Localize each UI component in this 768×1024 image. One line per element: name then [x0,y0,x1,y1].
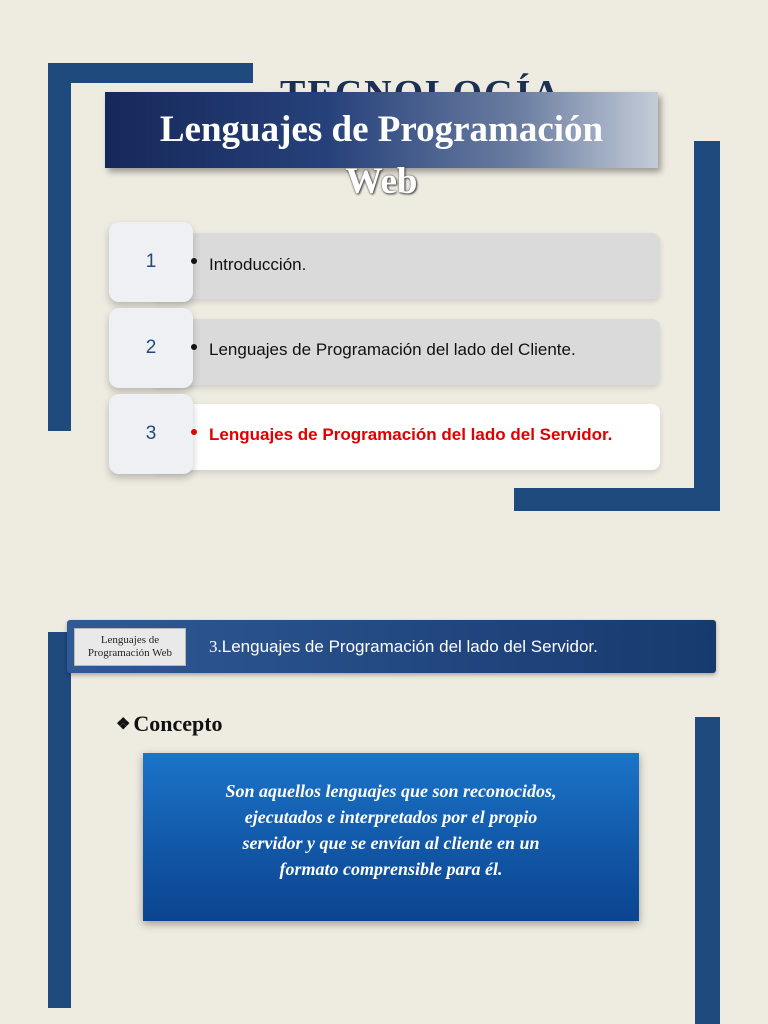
section-title-text: Lenguajes de Programación del lado del Servidor. [221,637,598,656]
section-number: 3. [209,637,222,656]
definition-line: Son aquellos lenguajes que son reconocidos, [225,781,557,801]
concept-heading: Concepto [133,711,223,736]
definition-line: formato comprensible para él. [279,859,503,879]
diamond-bullet-icon: ❖ [116,716,131,733]
definition-line: ejecutados e interpretados por el propio [244,807,538,827]
frame-bar-left-2 [48,632,71,1008]
bullet-icon [191,429,197,435]
agenda-item-number: 3 [109,394,193,474]
agenda-item-label: Lenguajes de Programación del lado del Cliente. [209,340,576,359]
bullet-icon [191,344,197,350]
agenda-item-number: 2 [109,308,193,388]
section-tag-line-2: Programación Web [87,647,173,659]
agenda-item-number: 1 [109,222,193,302]
bullet-icon [191,258,197,264]
frame-bar-right-2 [695,717,720,1024]
frame-bar-bottom-right [514,488,720,511]
slide-title: Lenguajes de Programación [159,109,604,150]
section-tag [74,628,186,666]
section-title [209,637,598,657]
definition-text [175,778,607,882]
agenda-item-label-active: Lenguajes de Programación del lado del Servidor. [209,425,613,444]
slide-title-web: Web [345,161,418,202]
frame-bar-right [694,141,720,511]
section-tag-line-1: Lenguajes de [100,634,160,646]
frame-bar-left [48,63,71,431]
concept-heading-row [116,711,223,737]
definition-line: servidor y que se envían al cliente en un [242,833,540,853]
agenda-item-label: Introducción. [209,255,307,274]
frame-bar-top-left [48,63,253,83]
